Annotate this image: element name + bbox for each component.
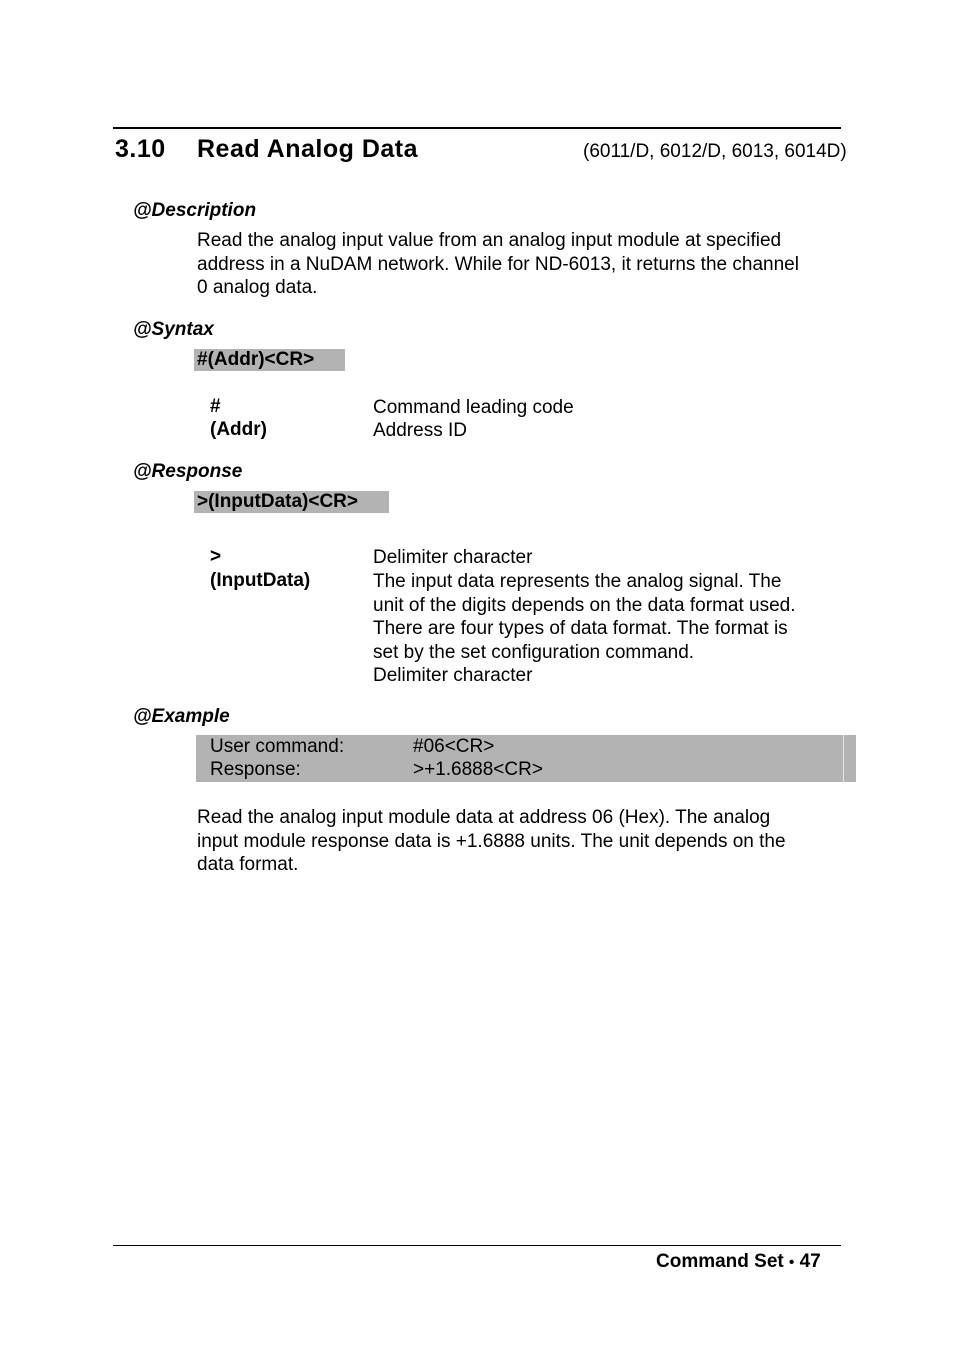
example-line: Read the analog input module data at address 06 (Hex). The analog bbox=[197, 807, 771, 828]
example-line: input module response data is +1.6888 units. The unit depends on the bbox=[197, 830, 786, 852]
applicable-models: (6011/D, 6012/D, 6013, 6014D) bbox=[583, 141, 847, 162]
syntax-heading: @Syntax bbox=[133, 319, 214, 340]
description-line: 0 analog data. bbox=[197, 277, 318, 298]
example-line: data format. bbox=[197, 854, 299, 875]
description-heading: @Description bbox=[133, 200, 257, 221]
page-footer bbox=[656, 1251, 821, 1273]
section-number: 3.10 bbox=[115, 135, 166, 163]
response-desc-line: There are four types of data format. The format is bbox=[373, 618, 788, 639]
response-desc-delimiter: Delimiter character bbox=[373, 547, 533, 568]
section-title: Read Analog Data bbox=[197, 135, 419, 163]
response-desc-inputdata bbox=[373, 570, 843, 688]
response-desc-line: set by the set configuration command. bbox=[373, 641, 695, 663]
response-term-delimiter: > bbox=[210, 546, 222, 567]
syntax-term-addr: (Addr) bbox=[210, 419, 267, 440]
example-value-command: #06<CR> bbox=[413, 736, 495, 757]
example-box-divider bbox=[843, 735, 844, 782]
description-text bbox=[197, 229, 837, 300]
response-command: >(InputData)<CR> bbox=[194, 491, 389, 513]
response-desc-line: The input data represents the analog signal. The bbox=[373, 571, 782, 592]
top-rule bbox=[113, 127, 841, 129]
example-label-response: Response: bbox=[210, 759, 301, 780]
footer-page-number: 47 bbox=[799, 1251, 821, 1272]
bullet-icon: • bbox=[789, 1254, 795, 1271]
description-line: Read the analog input value from an analog input module at specified bbox=[197, 230, 782, 251]
description-line: address in a NuDAM network. While for ND-6013, it returns the channel bbox=[197, 253, 799, 275]
syntax-desc-addr: Address ID bbox=[373, 420, 467, 441]
response-desc-line: Delimiter character bbox=[373, 665, 533, 686]
example-value-response: >+1.6888<CR> bbox=[413, 759, 543, 780]
bottom-rule bbox=[113, 1245, 841, 1246]
syntax-command: #(Addr)<CR> bbox=[194, 349, 345, 371]
example-label-command: User command: bbox=[210, 736, 345, 757]
response-desc-line: unit of the digits depends on the data format used. bbox=[373, 594, 796, 616]
syntax-term-hash: # bbox=[210, 396, 221, 417]
example-text bbox=[197, 806, 837, 877]
example-heading: @Example bbox=[133, 706, 230, 727]
response-term-inputdata: (InputData) bbox=[210, 570, 311, 591]
syntax-desc-hash: Command leading code bbox=[373, 397, 574, 418]
footer-chapter: Command Set bbox=[656, 1251, 784, 1272]
response-heading: @Response bbox=[133, 461, 243, 482]
